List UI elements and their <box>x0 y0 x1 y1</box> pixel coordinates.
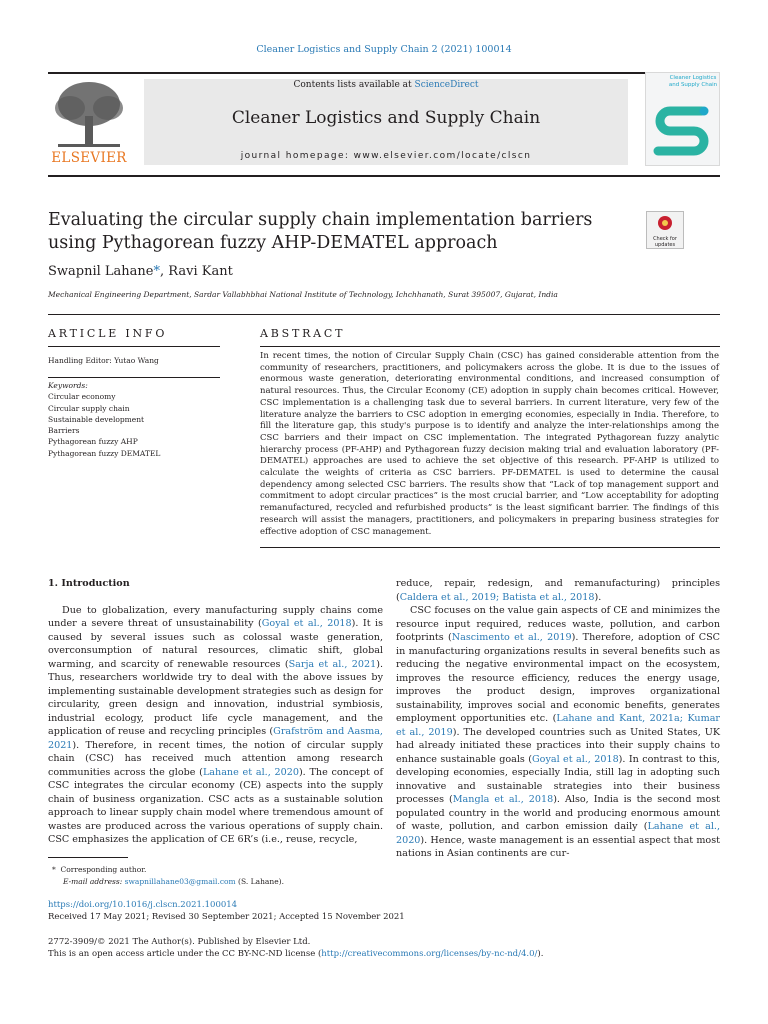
keywords-rule <box>48 377 220 378</box>
check-updates-icon <box>647 212 683 232</box>
cover-title: Cleaner Logistics and Supply Chain <box>668 75 718 88</box>
author-affiliation: Mechanical Engineering Department, Sardar Vallabhbhai National Institute of Technology, Ichchhanath, Surat 395007, Gujarat, India <box>48 290 558 299</box>
journal-homepage[interactable]: journal homepage: www.elsevier.com/locate/clscn <box>240 151 532 161</box>
citation-link[interactable]: Goyal et al., 2018 <box>532 753 619 765</box>
info-top-rule <box>48 314 720 315</box>
contents-line: Contents lists available at ScienceDirect <box>293 80 479 90</box>
license-link[interactable]: http://creativecommons.org/licenses/by-nc-nd/4.0/ <box>321 949 538 959</box>
article-info-rule <box>48 346 220 347</box>
handling-editor: Handling Editor: Yutao Wang <box>48 356 159 365</box>
citation-link[interactable]: Lahane and Kant, 2021a; Kumar et al., 2019 <box>396 713 720 738</box>
section-title: 1. Introduction <box>48 578 130 589</box>
keyword-item: Barriers <box>48 426 80 436</box>
keyword-item: Pythagorean fuzzy DEMATEL <box>48 448 161 458</box>
citation-link[interactable]: Sarja et al., 2021 <box>288 658 377 670</box>
author-2[interactable]: Ravi Kant <box>168 264 233 279</box>
copyright-line: 2772-3909/© 2021 The Author(s). Published by Elsevier Ltd. <box>48 937 311 947</box>
citation-link[interactable]: Lahane et al., 2020 <box>202 766 299 778</box>
email-link[interactable]: swapnillahane03@gmail.com <box>124 877 236 886</box>
citation-link[interactable]: Nascimento et al., 2019 <box>451 632 572 643</box>
keyword-item: Pythagorean fuzzy AHP <box>48 437 138 447</box>
citation-link[interactable]: Mangla et al., 2018 <box>452 794 554 805</box>
keywords-label: Keywords: <box>48 381 88 390</box>
keyword-item: Circular supply chain <box>48 403 130 413</box>
article-title: Evaluating the circular supply chain implementation barriers using Pythagorean fuzzy AHP-DEMATEL approach <box>48 210 593 253</box>
footnote <box>52 864 284 888</box>
article-history <box>48 899 405 923</box>
journal-cover-image <box>645 72 720 166</box>
header-bottom-rule <box>48 175 720 177</box>
journal-reference[interactable]: Cleaner Logistics and Supply Chain 2 (2021) 100014 <box>256 44 512 55</box>
citation-link[interactable]: Caldera et al., 2019; Batista et al., 2018 <box>399 591 595 603</box>
keywords-block <box>48 380 223 459</box>
article-info-heading: ARTICLE INFO <box>48 327 168 340</box>
footnote-email-line: E-mail address: swapnillahane03@gmail.com (S. Lahane). <box>63 877 284 886</box>
footnote-rule <box>48 857 128 858</box>
abstract-bottom-rule <box>260 547 720 548</box>
body-right-column <box>396 577 720 861</box>
abstract-text: In recent times, the notion of Circular Supply Chain (CSC) has gained considerable attention from the community of researchers, practitioners, and policymakers across the globe. It is due to the issues of enormous waste generation, deteriorating environmental conditions, and increased consumption of natural resources. Thus, the Circular Economy (CE) adoption in supply chain becomes critical. However, CSC implementation is a challenging task due to several barriers. In current literature, very few of the literature analyze the barriers to CSC adoption in emerging economies, especially in India. Therefore, to fill the literature gap, this study's purpose is to identify and analyze the inter-relationships among the CSC barriers and their impact on CSC implementation. The integrated Pythagorean fuzzy analytic hierarchy process (PF-AHP) and Pythagorean fuzzy decision making trial and evaluation laboratory (PF-DEMATEL) approaches are used to achieve the set objective of this research. PF-AHP is utilized to calculate the weights of criteria as CSC barriers. PF-DEMATEL is used to determine the causal dependency among selected CSC barriers. The results show that “Lack of top management support and commitment to adopt circular practices” is the most crucial barrier, and “Low acceptability for adopting remanufactured, recycled and refurbished products” is the least significant barrier. The findings of this research will assist the managers, practitioners, and policymakers in preparing business strategies for effective adoption of CSC management. <box>260 351 719 537</box>
check-for-updates-badge[interactable] <box>646 211 684 249</box>
copyright-block <box>48 936 543 960</box>
body-left-column <box>48 577 383 847</box>
keyword-item: Sustainable development <box>48 414 145 424</box>
paragraph: reduce, repair, redesign, and remanufacturing) principles (Caldera et al., 2019; Batista et al., 2018). <box>396 578 720 603</box>
footnote-corresponding: * Corresponding author. <box>52 865 147 874</box>
doi-link[interactable]: https://doi.org/10.1016/j.clscn.2021.100014 <box>48 900 238 910</box>
citation-link[interactable]: Grafström and Aasma, 2021 <box>48 726 383 751</box>
received-dates: Received 17 May 2021; Revised 30 September 2021; Accepted 15 November 2021 <box>48 912 405 922</box>
abstract-heading: ABSTRACT <box>260 327 346 340</box>
corresponding-author-mark[interactable]: * <box>153 264 160 279</box>
paragraph: Due to globalization, every manufacturing supply chains come under a severe threat of unsustainability (Goyal et al., 2018). It is caused by several issues such as colossal waste generation, overconsumption of natural resources, climatic shift, global warming, and scarcity of renewable resources (Sarja et al., 2021). Thus, researchers worldwide try to deal with the above issues by implementing sustainable development strategies such as design for circularity, green design and innovation, industrial symbiosis, industrial ecology, product life cycle management, and the application of reuse and recycling principles (Grafström and Aasma, 2021). Therefore, in recent times, the notion of circular supply chain (CSC) has received much attention among research communities across the globe (Lahane et al., 2020). The concept of CSC integrates the circular economy (CE) aspects into the supply chain of business organization. CSC acts as a sustainable solution approach to linear supply chain model where tremendous amount of wastes are produced across the various operations of supply chain. CSC emphasizes the application of CE 6R’s (i.e., reuse, recycle, <box>48 604 384 845</box>
abstract-rule <box>260 346 720 347</box>
publisher-name: ELSEVIER <box>51 150 127 166</box>
paragraph: CSC focuses on the value gain aspects of CE and minimizes the resource input required, reduces waste, pollution, and carbon footprints (Nascimento et al., 2019). Therefore, adoption of CSC in manufacturing organizations results in several benefits such as reducing the negative environmental impact on the ecosystem, improves the resource efficiency, reduces the energy usage, improves the product design, improves organizational sustainability, improves social and economic benefits, generates employment opportunities etc. (Lahane and Kant, 2021a; Kumar et al., 2019). The developed countries such as United States, UK had already initiated these practices into their supply chains to enhance sustainable goals (Goyal et al., 2018). In contrast to this, developing economies, especially India, still lag in adopting such innovative and sustainable strategies into their business processes (Mangla et al., 2018). Also, India is the second most populated country in the world and producing enormous amount of waste, pollution, and carbon emission daily (Lahane et al., 2020). Hence, waste management is an essential aspect that most nations in Asian continents are cur- <box>396 605 720 859</box>
check-updates-label: Check for updates <box>653 236 677 248</box>
sciencedirect-link[interactable]: ScienceDirect <box>414 80 479 90</box>
journal-title: Cleaner Logistics and Supply Chain <box>231 108 541 128</box>
header-top-rule <box>48 72 720 74</box>
license-line: This is an open access article under the CC BY-NC-ND license (http://creativecommons.org/licenses/by-nc-nd/4.0/). <box>48 949 544 959</box>
keyword-item: Circular economy <box>48 392 116 402</box>
cover-graphic <box>650 101 714 159</box>
citation-link[interactable]: Goyal et al., 2018 <box>261 618 352 629</box>
author-list: Swapnil Lahane*, Ravi Kant <box>48 264 233 279</box>
citation-link[interactable]: Lahane et al., 2020 <box>396 821 720 846</box>
author-1[interactable]: Swapnil Lahane <box>48 264 154 279</box>
